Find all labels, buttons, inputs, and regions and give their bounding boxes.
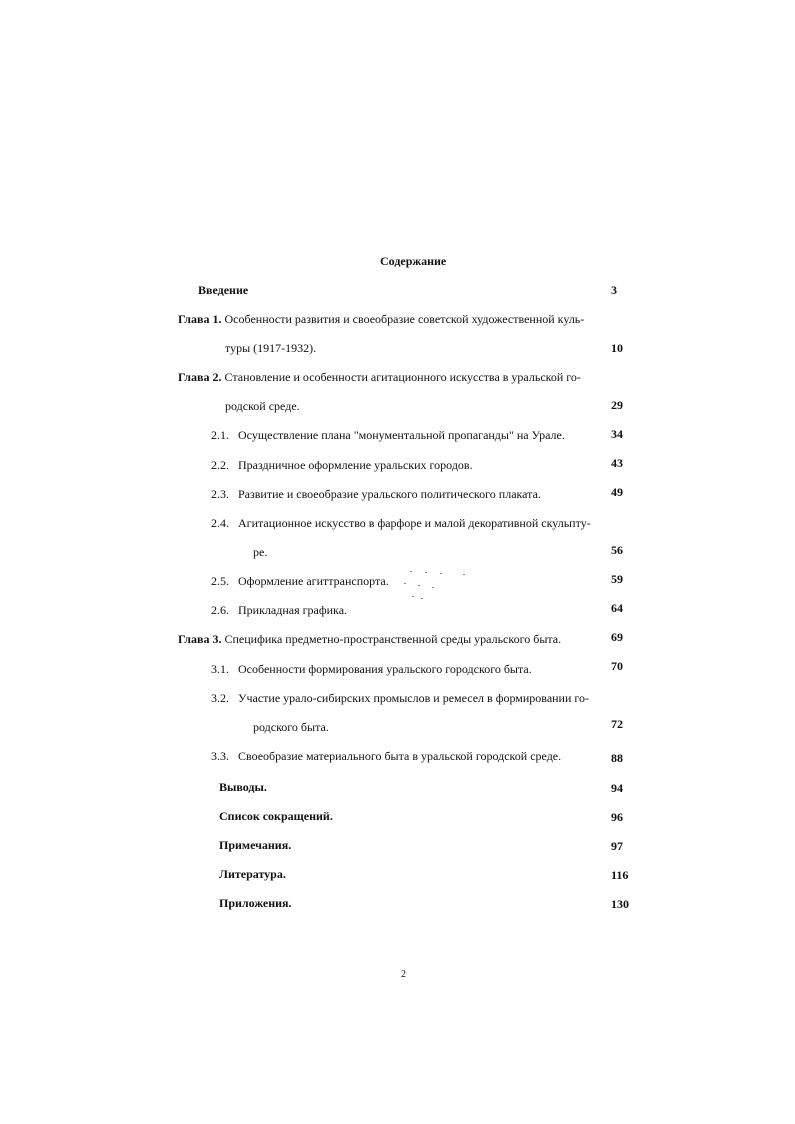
toc-page-conclusions: 94 [611,781,623,795]
section-title-2-3: Развитие и своеобразие уральского политического плаката. [238,487,541,501]
toc-page-2-6: 64 [611,601,623,615]
section-title-2-5: Оформление агиттранспорта. [238,574,389,588]
scan-speck [425,572,427,573]
toc-page-chapter-3: 69 [611,630,623,644]
toc-page-intro: 3 [611,283,617,297]
section-number-3-1: 3.1. [211,662,229,676]
toc-entry-literature: Литература. [219,867,286,881]
chapter-1-title-line-2: туры (1917-1932). [225,341,317,355]
section-title-3-1: Особенности формирования уральского городского быта. [238,662,532,676]
section-title-3-2-line-2: родского быта. [253,720,329,734]
section-number-3-2: 3.2. [211,691,229,705]
chapter-3-title: Специфика предметно-пространственной среды уральского быта. [221,632,562,646]
section-number-2-2: 2.2. [211,458,229,472]
toc-page-appendices: 130 [611,897,629,911]
toc-page-2-4: 56 [611,543,623,557]
toc-entry-abbreviations: Список сокращений. [219,809,333,823]
toc-page-3-1: 70 [611,659,623,673]
toc-page-chapter-2: 29 [611,398,623,412]
chapter-2-title-line-2: родской среде. [225,399,300,413]
toc-page-chapter-1: 10 [611,341,623,355]
scan-speck [412,596,414,597]
scan-speck [418,585,420,586]
toc-entry-chapter-3 [178,632,561,646]
toc-entry-appendices: Приложения. [219,896,292,910]
scan-speck [432,587,434,588]
scan-speck [463,574,465,575]
toc-entry-conclusions: Выводы. [219,780,267,794]
chapter-2-title-line-1: Становление и особенности агитационного искусства в уральской го- [221,370,581,384]
section-number-2-4: 2.4. [211,516,229,530]
scan-speck [421,598,423,599]
scan-speck [410,571,412,572]
section-number-2-6: 2.6. [211,603,229,617]
toc-entry-intro: Введение [198,283,249,297]
chapter-2-prefix: Глава 2. [178,370,222,384]
section-title-2-4-line-2: ре. [253,545,268,559]
toc-page-abbreviations: 96 [611,810,623,824]
toc-page-3-3: 88 [611,751,623,765]
toc-entry-notes: Примечания. [219,838,292,852]
section-number-2-5: 2.5. [211,574,229,588]
section-title-3-3: Своеобразие материального быта в уральской городской среде. [238,749,562,763]
toc-page-2-3: 49 [611,485,623,499]
toc-entry-chapter-1 [178,312,584,326]
toc-page-2-2: 43 [611,456,623,470]
section-title-3-2-line-1: Участие урало-сибирских промыслов и ремесел в формировании го- [238,691,590,705]
chapter-1-prefix: Глава 1. [178,312,222,326]
section-title-2-4-line-1: Агитационное искусство в фарфоре и малой декоративной скульпту- [238,516,591,530]
toc-page-2-1: 34 [611,427,623,441]
chapter-1-title-line-1: Особенности развития и своеобразие советской художественной куль- [221,312,585,326]
toc-entry-chapter-2 [178,370,581,384]
toc-page-notes: 97 [611,839,623,853]
toc-page-literature: 116 [611,868,629,882]
section-number-2-3: 2.3. [211,487,229,501]
section-number-3-3: 3.3. [211,749,229,763]
chapter-3-prefix: Глава 3. [178,632,222,646]
section-title-2-1: Осуществление плана "монументальной пропаганды" на Урале. [238,428,565,442]
page-number: 2 [401,969,406,980]
section-title-2-2: Праздничное оформление уральских городов. [238,458,473,472]
toc-page-3-2: 72 [611,717,623,731]
section-title-2-6: Прикладная графика. [238,603,348,617]
section-number-2-1: 2.1. [211,428,229,442]
toc-page-2-5: 59 [611,572,623,586]
scan-speck [404,583,406,584]
toc-title: Содержание [380,254,447,268]
scan-speck [440,573,442,574]
